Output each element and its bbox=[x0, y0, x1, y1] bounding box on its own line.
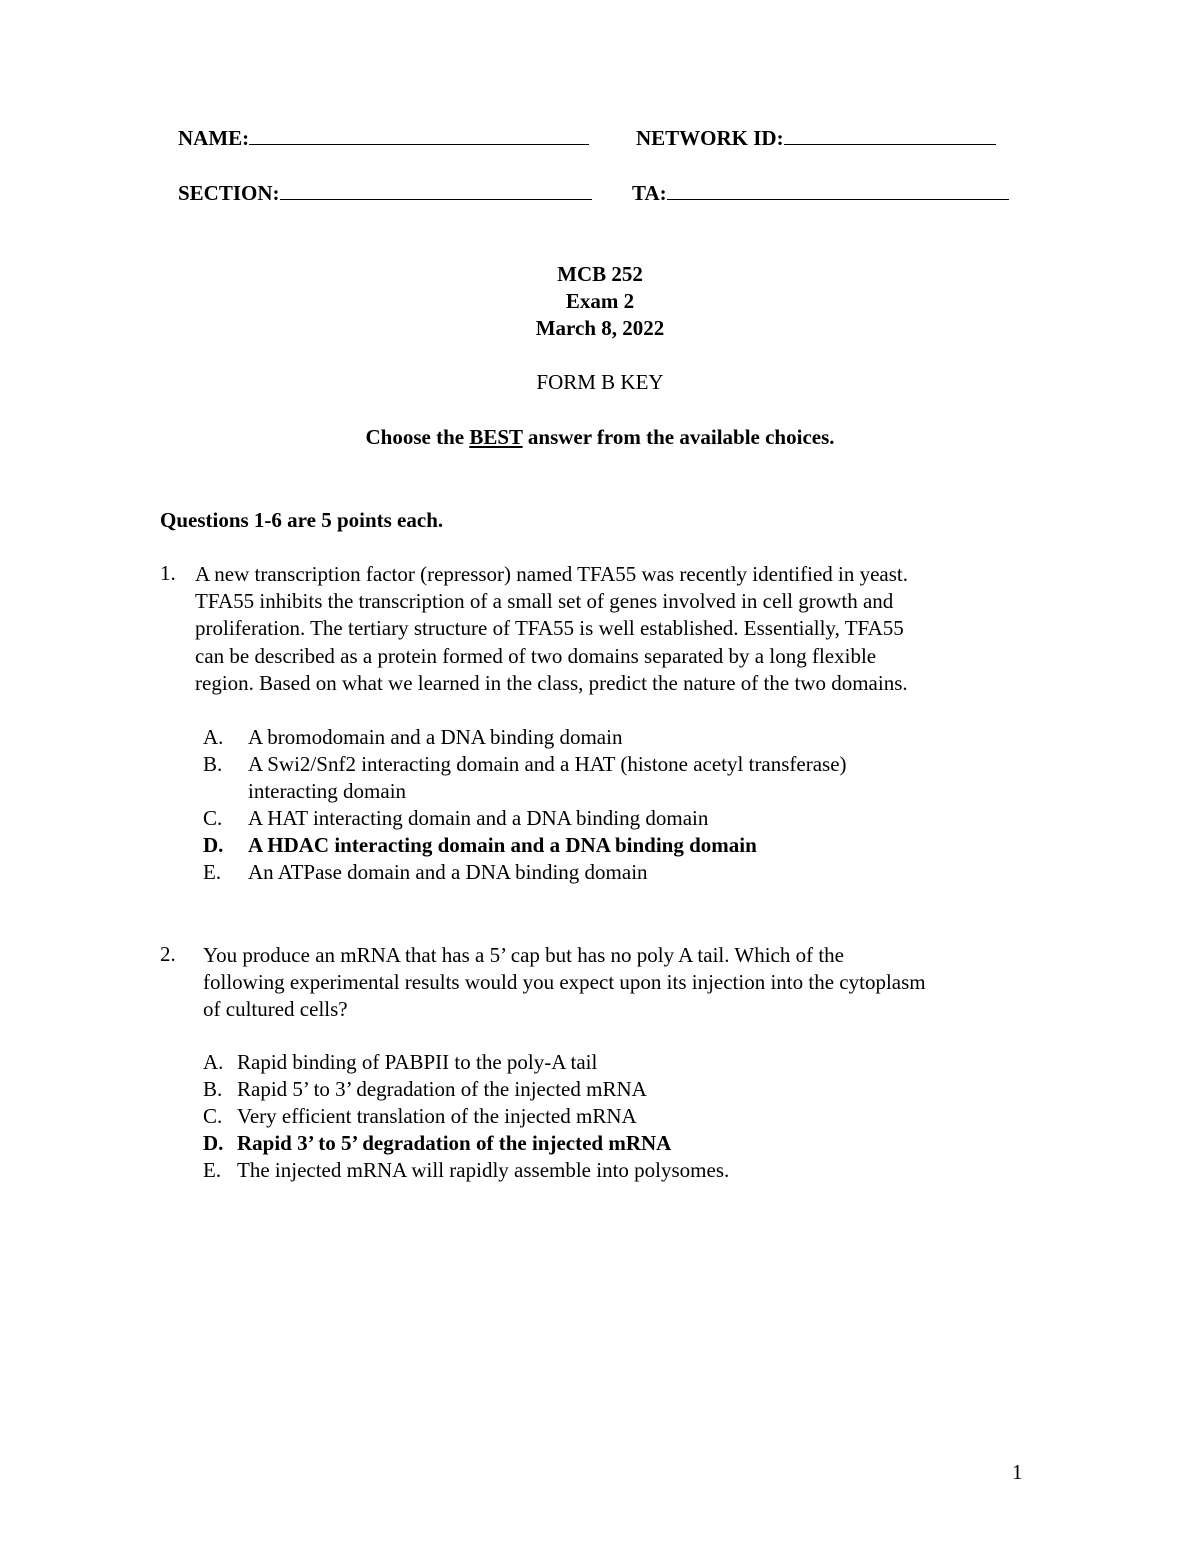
question-line: region. Based on what we learned in the class, predict the nature of the two domains. bbox=[195, 670, 908, 695]
name-field bbox=[178, 126, 589, 151]
option-text: A HAT interacting domain and a DNA binding domain bbox=[248, 806, 709, 830]
option-text: interacting domain bbox=[248, 779, 407, 803]
option-letter: C. bbox=[203, 806, 223, 830]
page-number: 1 bbox=[1012, 1460, 1023, 1484]
option-text: Very efficient translation of the injected mRNA bbox=[237, 1104, 637, 1128]
network-id-field bbox=[636, 126, 996, 151]
section-label: SECTION: bbox=[178, 181, 280, 205]
ta-field bbox=[632, 181, 1009, 206]
question-line: can be described as a protein formed of two domains separated by a long flexible bbox=[195, 643, 877, 668]
ta-blank bbox=[667, 181, 1009, 200]
option-text: A bromodomain and a DNA binding domain bbox=[248, 725, 623, 749]
option-text: The injected mRNA will rapidly assemble into polysomes. bbox=[237, 1158, 730, 1182]
exam-title: Exam 2 bbox=[565, 289, 635, 313]
option-letter: C. bbox=[203, 1104, 223, 1128]
section-field bbox=[178, 181, 592, 206]
option-letter: B. bbox=[203, 752, 223, 776]
option-letter-correct: D. bbox=[203, 1131, 224, 1155]
question-number: 2. bbox=[160, 942, 176, 966]
name-label: NAME: bbox=[178, 126, 250, 150]
question-line: You produce an mRNA that has a 5’ cap but has no poly A tail. Which of the bbox=[203, 943, 844, 967]
option-letter: B. bbox=[203, 1077, 223, 1101]
option-text-correct: A HDAC interacting domain and a DNA binding domain bbox=[248, 833, 757, 857]
name-blank bbox=[249, 126, 589, 145]
option-letter: A. bbox=[203, 1050, 224, 1074]
course-title: MCB 252 bbox=[557, 262, 643, 286]
form-key: FORM B KEY bbox=[536, 370, 664, 394]
option-letter: A. bbox=[203, 725, 224, 749]
option-text: Rapid binding of PABPII to the poly-A tail bbox=[237, 1050, 598, 1074]
question-line: of cultured cells? bbox=[203, 997, 348, 1022]
option-text: A Swi2/Snf2 interacting domain and a HAT (histone acetyl transferase) bbox=[248, 752, 847, 776]
section-blank bbox=[280, 181, 592, 200]
option-text-correct: Rapid 3’ to 5’ degradation of the injected mRNA bbox=[237, 1131, 672, 1155]
best-emphasis: BEST bbox=[469, 425, 523, 449]
option-letter: E. bbox=[203, 860, 222, 884]
ta-label: TA: bbox=[632, 181, 667, 205]
exam-date: March 8, 2022 bbox=[535, 316, 665, 340]
option-text: An ATPase domain and a DNA binding domain bbox=[248, 860, 648, 884]
option-text: Rapid 5’ to 3’ degradation of the injected mRNA bbox=[237, 1077, 647, 1101]
question-number: 1. bbox=[160, 561, 176, 585]
network-id-label: NETWORK ID: bbox=[636, 126, 784, 150]
option-letter: E. bbox=[203, 1158, 222, 1182]
question-text bbox=[203, 942, 926, 1024]
instructions: Choose the BEST answer from the available choices. bbox=[365, 425, 835, 449]
question-line: proliferation. The tertiary structure of TFA55 is well established. Essentially, TFA55 bbox=[195, 616, 904, 641]
network-id-blank bbox=[784, 126, 996, 145]
option-letter-correct: D. bbox=[203, 833, 224, 857]
question-line: following experimental results would you expect upon its injection into the cytoplasm bbox=[203, 970, 926, 995]
section-header: Questions 1-6 are 5 points each. bbox=[160, 508, 444, 532]
question-line: TFA55 inhibits the transcription of a small set of genes involved in cell growth and bbox=[195, 589, 894, 614]
question-line: A new transcription factor (repressor) named TFA55 was recently identified in yeast. bbox=[195, 562, 908, 586]
question-text bbox=[195, 561, 908, 697]
